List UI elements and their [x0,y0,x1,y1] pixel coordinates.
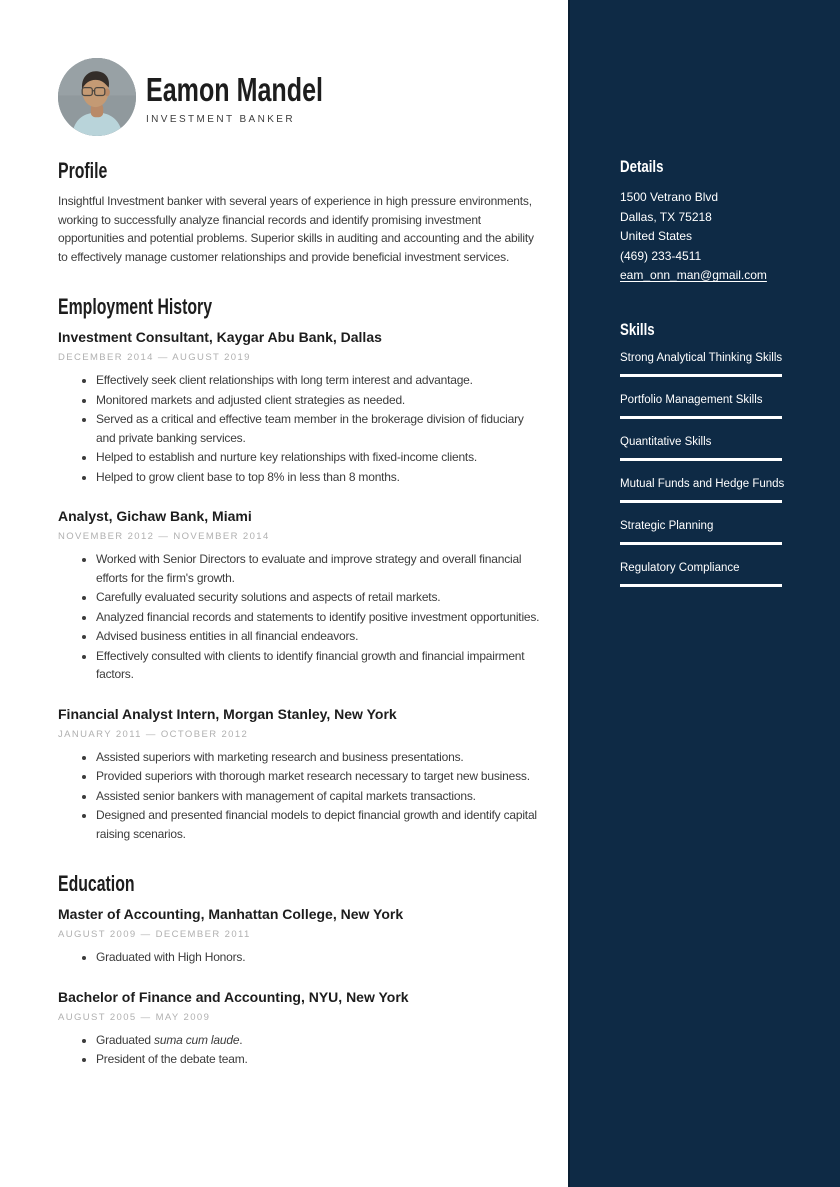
bullet-point: • Advised business entities in all financial endeavors. [96,627,544,646]
bullet-point: • Provided superiors with thorough market research necessary to target new business. [96,767,544,786]
entry-bullets [58,948,544,967]
entry-bullets [58,550,544,684]
entry-dates: DECEMBER 2014 — AUGUST 2019 [58,352,251,363]
details-heading: Details [620,157,664,176]
skill-item [620,393,788,419]
profile-photo [58,58,136,136]
bullet-point: • Worked with Senior Directors to evaluate and improve strategy and overall financial efforts for the firm's growth. [96,550,544,587]
education-heading: Education [58,871,135,896]
entry-dates: NOVEMBER 2012 — NOVEMBER 2014 [58,531,270,542]
bullet-point: • Graduated suma cum laude. [96,1031,544,1050]
bullet-point: • Served as a critical and effective team member in the brokerage division of fiduciary and private banking services. [96,410,544,447]
address-line: Dallas, TX 75218 [620,209,712,224]
skill-bar [620,542,782,545]
skills-heading: Skills [620,319,655,339]
entry [58,705,544,844]
details-block [620,156,788,286]
profile-summary: Insightful Investment banker with several years of experience in high pressure environments, working to successfully analyze financial records and identify promising investment opportunities and potential problems. Superior skills in auditing and accounting and the ability to effectively manage customer relationships and provide beneficial investment services. [58,194,534,264]
address-line: 1500 Vetrano Blvd [620,190,719,204]
resume-header [58,58,544,136]
entry-title: Financial Analyst Intern, Morgan Stanley, New York [58,705,397,722]
skill-label: Quantitative Skills [620,435,712,448]
phone-number: (469) 233-4511 [620,248,702,263]
entry-title: Investment Consultant, Kaygar Abu Bank, Dallas [58,329,382,345]
entry [58,507,544,684]
header-text [146,69,379,126]
skill-label: Mutual Funds and Hedge Funds [620,477,785,490]
entry-title: Analyst, Gichaw Bank, Miami [58,508,252,524]
skill-bar-fill [620,500,782,503]
skill-bar-fill [620,584,782,587]
entry [58,328,544,486]
skill-item [620,435,788,461]
entry-bullets [58,371,544,486]
bullet-point: • Designed and presented financial models to depict financial growth and identify capital raising scenarios. [96,806,544,843]
skill-label: Strong Analytical Thinking Skills [620,351,783,364]
skill-bar [620,374,782,377]
skill-label: Regulatory Compliance [620,561,740,574]
bullet-point: • Helped to grow client base to top 8% in less than 8 months. [96,468,544,487]
skill-bar-fill [620,374,782,377]
employment-section [58,294,544,843]
address [620,188,788,247]
email-link[interactable]: eam_onn_man@gmail.com [620,268,767,282]
bullet-point: • Helped to establish and nurture key relationships with fixed-income clients. [96,448,544,467]
entry-bullets [58,748,544,844]
education-entries [58,905,544,1069]
entry-dates: AUGUST 2009 — DECEMBER 2011 [58,929,251,940]
profile-photo-illustration [58,58,136,136]
skills-block [620,319,788,587]
entry-bullets [58,1031,544,1069]
skill-bar [620,458,782,461]
address-line: United States [620,229,693,243]
skill-item [620,561,788,587]
entry-dates: JANUARY 2011 — OCTOBER 2012 [58,728,249,740]
skill-item [620,519,788,545]
entry [58,905,544,967]
profile-heading: Profile [58,158,108,183]
bullet-point: • Carefully evaluated security solutions and aspects of retail markets. [96,588,544,607]
employment-heading: Employment History [58,294,213,319]
bullet-point: • Effectively consulted with clients to identify financial growth and financial impairment factors. [96,647,544,684]
skill-item [620,351,788,377]
entry-title: Master of Accounting, Manhattan College, New York [58,906,404,922]
profile-section [58,158,544,266]
candidate-name: Eamon Mandel [146,70,323,108]
skill-bar [620,500,782,503]
bullet-point: • Graduated with High Honors. [96,948,544,967]
skill-bar-fill [620,416,782,419]
bullet-point: • President of the debate team. [96,1050,544,1069]
sidebar [568,0,840,1187]
skills-list [620,351,788,587]
bullet-point: • Effectively seek client relationships with long term interest and advantage. [96,371,544,390]
entry [58,988,544,1069]
skill-bar [620,416,782,419]
bullet-point: • Monitored markets and adjusted client strategies as needed. [96,391,544,410]
skill-bar-fill [620,458,782,461]
bullet-point: • Assisted superiors with marketing research and business presentations. [96,748,544,767]
entry-dates: AUGUST 2005 — MAY 2009 [58,1011,211,1023]
skill-label: Portfolio Management Skills [620,393,763,406]
skill-bar [620,584,782,587]
candidate-title: INVESTMENT BANKER [146,114,295,126]
bullet-point: • Analyzed financial records and statements to identify positive investment opportunities. [96,608,544,627]
education-section [58,871,544,1069]
skill-bar-fill [620,542,782,545]
skill-label: Strategic Planning [620,519,714,532]
employment-entries [58,328,544,843]
entry-title: Bachelor of Finance and Accounting, NYU, New York [58,988,409,1005]
skill-item [620,477,788,503]
bullet-point: • Assisted senior bankers with management of capital markets transactions. [96,787,544,806]
